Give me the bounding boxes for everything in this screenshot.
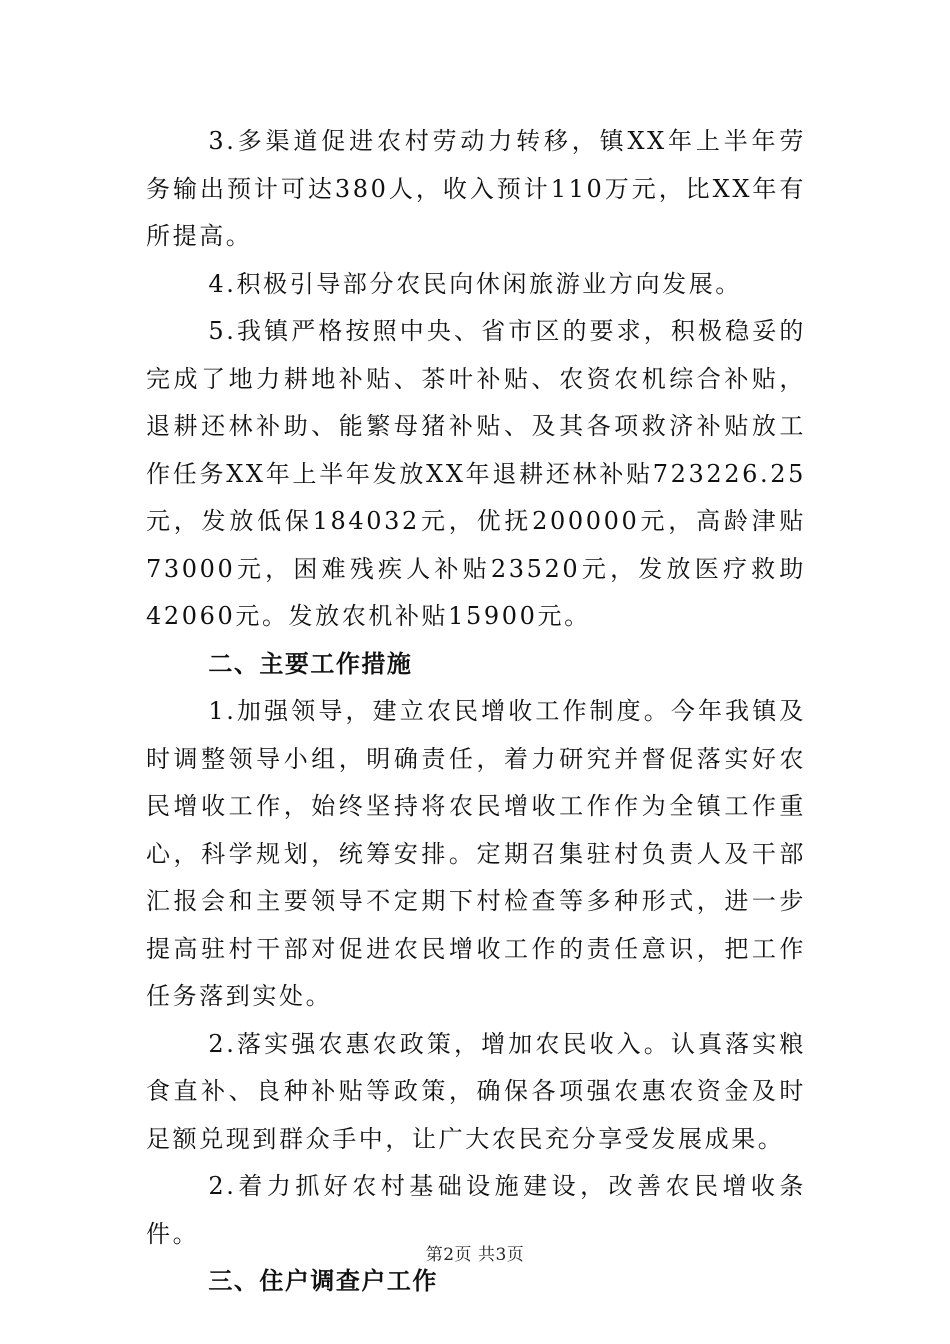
paragraph-leisure-tourism: 4.积极引导部分农民向休闲旅游业方向发展。 — [208, 269, 742, 298]
paragraph-subsidies: 5.我镇严格按照中央、省市区的要求，积极稳妥的完成了地力耕地补贴、茶叶补贴、农资农机综合补贴，退耕还林补助、能繁母猪补贴、及其各项救济补贴放工作任务XX年上半年发放XX年退耕还林补贴723226.25元，发放低保184032元，优抚200000元，高龄津贴73000元，困难残疾人补贴23520元，发放医疗救助42060元。发放农机补贴15900元。 — [146, 317, 806, 630]
section-heading-main-measures: 二、主要工作措施 — [208, 649, 413, 678]
page-number-footer: 第2页 共3页 — [425, 1245, 525, 1265]
document-body — [146, 118, 806, 1306]
paragraph-policy: 2.落实强农惠农政策，增加农民收入。认真落实粮食直补、良种补贴等政策，确保各项强农惠农资金及时足额兑现到群众手中，让广大农民充分享受发展成果。 — [146, 1029, 806, 1153]
paragraph-leadership: 1.加强领导，建立农民增收工作制度。今年我镇及时调整领导小组，明确责任，着力研究并督促落实好农民增收工作，始终坚持将农民增收工作作为全镇工作重心，科学规划，统筹安排。定期召集驻村负责人及干部汇报会和主要领导不定期下村检查等多种形式，进一步提高驻村干部对促进农民增收工作的责任意识，把工作任务落到实处。 — [146, 697, 806, 1010]
section-heading-household-survey: 三、住户调查户工作 — [208, 1267, 438, 1295]
paragraph-infrastructure: 2.着力抓好农村基础设施建设，改善农民增收条件。 — [146, 1172, 806, 1248]
paragraph-labor-transfer: 3.多渠道促进农村劳动力转移，镇XX年上半年劳务输出预计可达380人，收入预计110万元，比XX年有所提高。 — [146, 127, 806, 250]
